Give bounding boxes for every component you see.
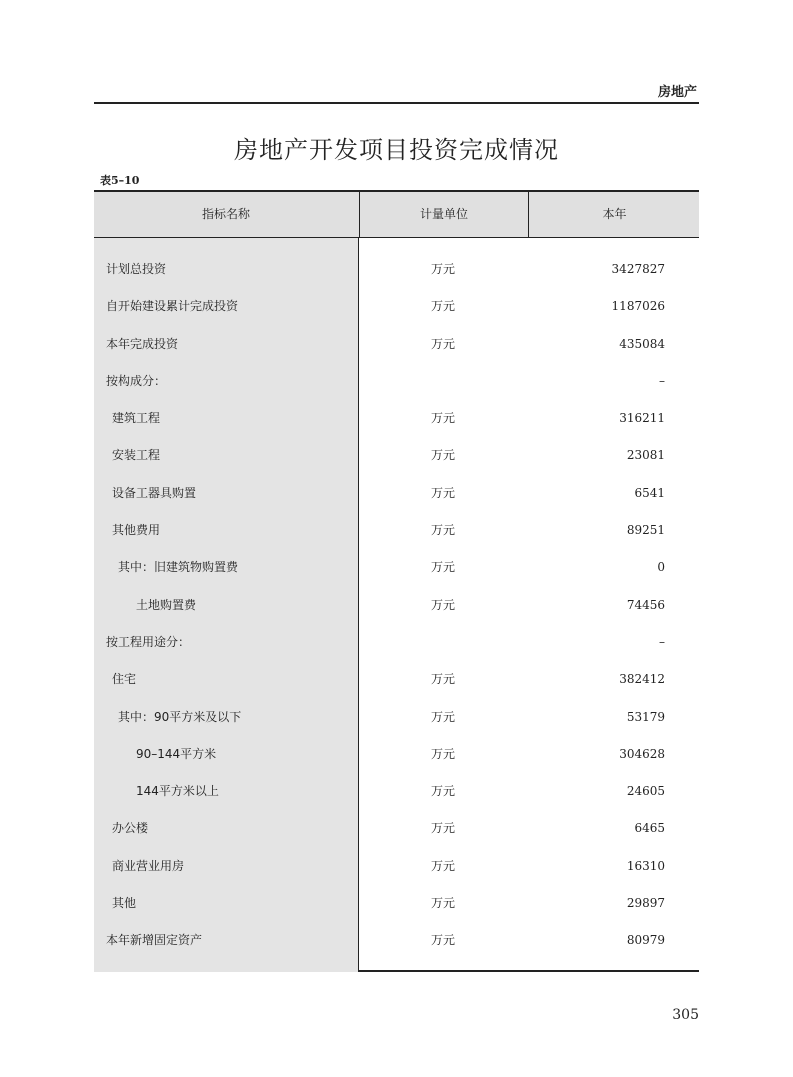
row-unit: 万元 — [430, 299, 455, 314]
row-value: 29897 — [626, 896, 665, 911]
row-value: – — [659, 373, 665, 388]
row-name: 其他 — [112, 896, 137, 911]
row-value: 0 — [657, 560, 665, 575]
row-name: 安装工程 — [112, 448, 161, 463]
row-name: 自开始建设累计完成投资 — [106, 299, 239, 314]
row-value: 23081 — [626, 448, 665, 463]
row-name: 按构成分： — [106, 373, 167, 388]
table-row — [94, 400, 699, 437]
row-unit: 万元 — [430, 709, 455, 724]
table-row — [94, 475, 699, 512]
row-value: 89251 — [626, 523, 665, 538]
row-value: 316211 — [619, 411, 665, 426]
row-name: 90–144平方米 — [136, 746, 217, 761]
row-name: 住宅 — [112, 672, 137, 687]
table-row — [94, 922, 699, 959]
table-row — [94, 773, 699, 810]
table-row — [94, 437, 699, 474]
table-row — [94, 848, 699, 885]
row-name: 144平方米以上 — [136, 784, 219, 799]
row-unit: 万元 — [430, 411, 455, 426]
row-unit: 万元 — [430, 896, 455, 911]
row-unit: 万元 — [430, 821, 455, 836]
row-unit: 万元 — [430, 597, 455, 612]
row-value: 1187026 — [611, 299, 665, 314]
row-name: 商业营业用房 — [112, 858, 185, 873]
row-value: 80979 — [626, 933, 665, 948]
table-row — [94, 549, 699, 586]
row-value: – — [659, 634, 665, 649]
table-row — [94, 288, 699, 325]
row-value: 3427827 — [611, 262, 665, 276]
row-value: 435084 — [619, 336, 665, 351]
row-value: 74456 — [626, 597, 665, 612]
row-unit: 万元 — [430, 336, 455, 351]
table-header — [94, 192, 699, 238]
table-row — [94, 587, 699, 624]
table-row — [94, 624, 699, 661]
page-number: 305 — [672, 1007, 699, 1023]
row-unit: 万元 — [430, 262, 455, 276]
row-value: 382412 — [619, 672, 665, 687]
row-name: 其他费用 — [112, 523, 161, 538]
table-row — [94, 512, 699, 549]
table-row — [94, 251, 699, 288]
row-unit: 万元 — [430, 448, 455, 463]
data-table — [94, 190, 699, 972]
row-value: 16310 — [626, 858, 665, 873]
column-header-indicator: 指标名称 — [201, 207, 250, 221]
table-id: 表5–10 — [100, 174, 140, 187]
row-value: 6465 — [634, 821, 665, 836]
row-name: 本年完成投资 — [106, 336, 179, 351]
row-unit: 万元 — [430, 858, 455, 873]
row-name: 其中：90平方米及以下 — [118, 709, 242, 724]
row-name: 本年新增固定资产 — [106, 933, 203, 948]
row-value: 24605 — [626, 784, 665, 799]
row-value: 304628 — [619, 746, 665, 761]
table-row — [94, 736, 699, 773]
row-unit: 万元 — [430, 485, 455, 500]
row-name: 办公楼 — [112, 821, 149, 836]
section-header — [94, 84, 699, 104]
row-name: 其中：旧建筑物购置费 — [118, 560, 239, 575]
row-unit: 万元 — [430, 746, 455, 761]
row-unit: 万元 — [430, 784, 455, 799]
row-name: 建筑工程 — [112, 411, 161, 426]
row-name: 计划总投资 — [106, 262, 167, 276]
row-unit: 万元 — [430, 672, 455, 687]
row-unit: 万元 — [430, 933, 455, 948]
table-row — [94, 661, 699, 698]
table-body — [94, 251, 699, 960]
column-header-year: 本年 — [528, 192, 700, 237]
row-value: 53179 — [626, 709, 665, 724]
section-label: 房地产 — [657, 85, 697, 100]
table-row — [94, 699, 699, 736]
page-title: 房地产开发项目投资完成情况 — [234, 136, 559, 164]
table-row — [94, 810, 699, 847]
table-row — [94, 326, 699, 363]
row-unit: 万元 — [430, 560, 455, 575]
table-row — [94, 363, 699, 400]
column-header-unit: 计量单位 — [359, 192, 528, 237]
row-value: 6541 — [634, 485, 665, 500]
table-row — [94, 885, 699, 922]
row-name: 按工程用途分： — [106, 634, 191, 649]
row-name: 设备工器具购置 — [112, 485, 197, 500]
row-name: 土地购置费 — [136, 597, 197, 612]
row-unit: 万元 — [430, 523, 455, 538]
